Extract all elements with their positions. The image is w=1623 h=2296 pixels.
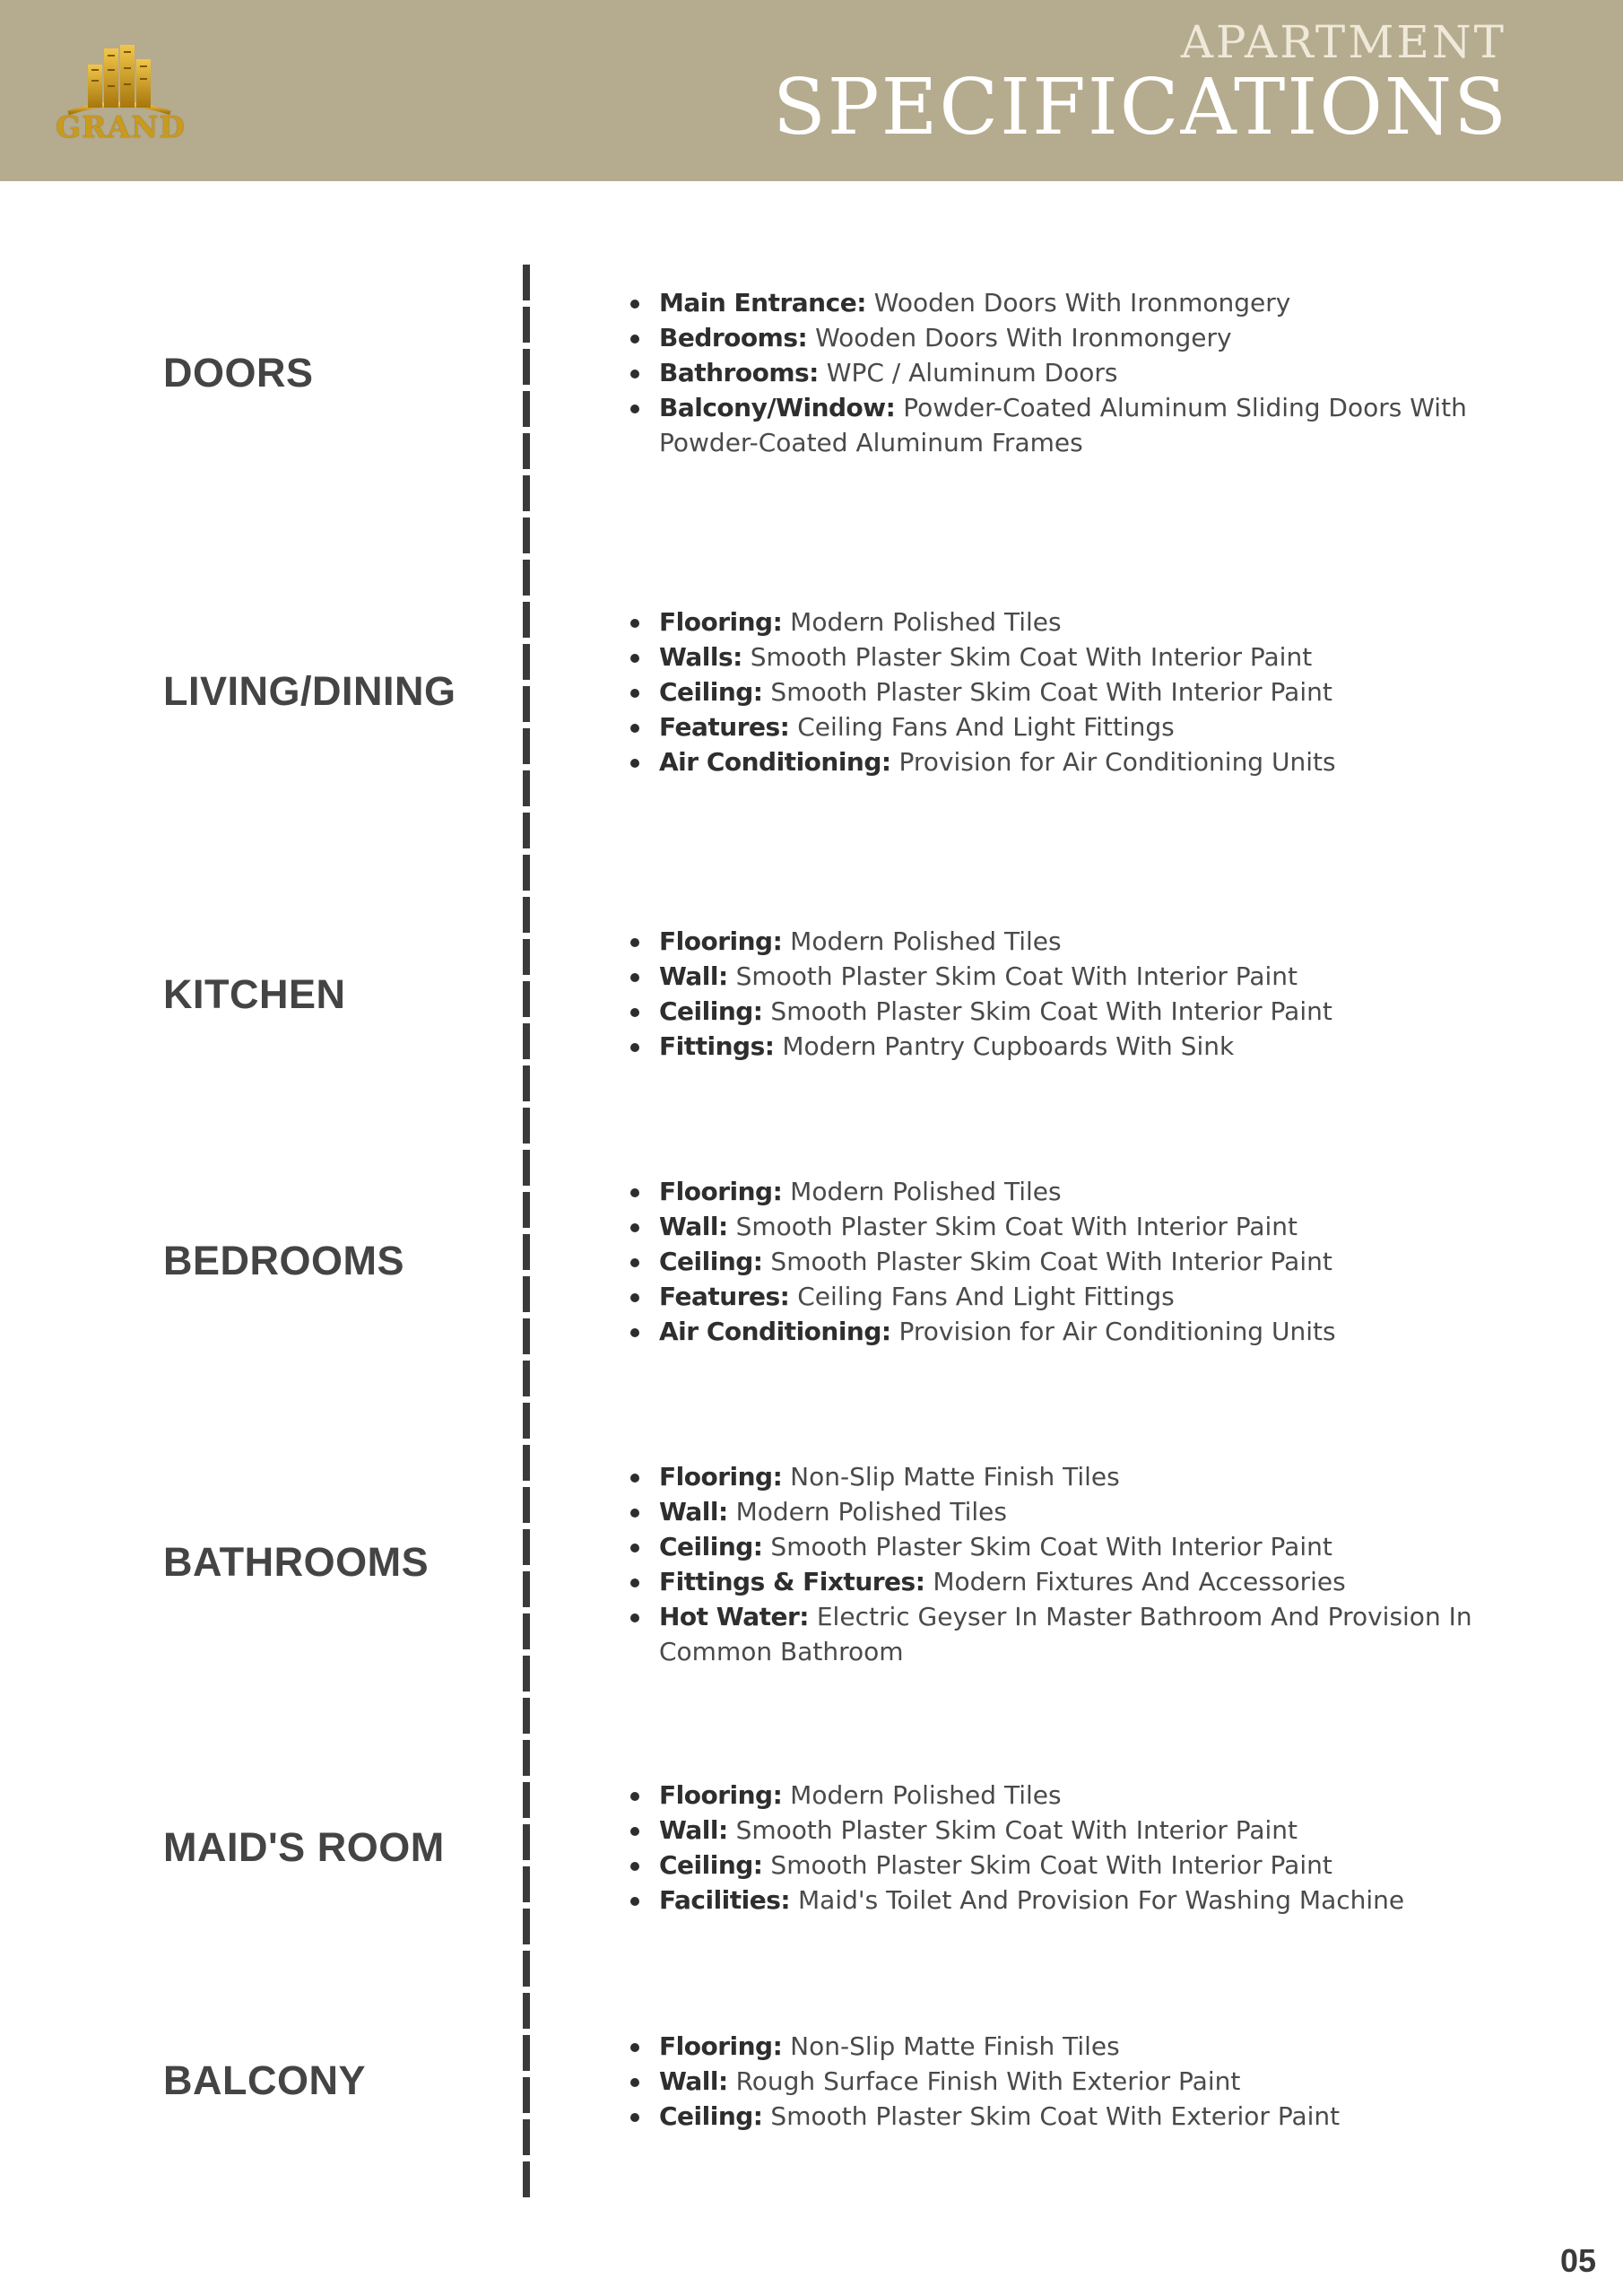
spec-value: Ceiling Fans And Light Fittings [789,1282,1175,1311]
spec-label: Air Conditioning: [659,1317,891,1346]
list-item [630,994,1509,1029]
list-item [630,604,1509,639]
spec-label: Walls: [659,642,742,672]
spec-value: Modern Polished Tiles [727,1497,1007,1526]
list-item [630,1459,1509,1494]
spec-label: Wall: [659,961,728,991]
list-item [630,1494,1509,1529]
spec-label: Bathrooms: [659,358,819,387]
list-item [630,1564,1509,1599]
spec-value: Smooth Plaster Skim Coat With Interior Paint [762,996,1332,1026]
spec-value: Smooth Plaster Skim Coat With Interior Paint [727,1212,1298,1241]
spec-value: Modern Fixtures And Accessories [924,1567,1346,1596]
header-banner [0,0,1623,181]
spec-value: Smooth Plaster Skim Coat With Interior Paint [762,677,1332,707]
spec-value: Non-Slip Matte Finish Tiles [782,2031,1120,2061]
spec-label: Wall: [659,1815,728,1845]
list-item [630,1883,1509,1918]
spec-list-kitchen [630,924,1509,1064]
list-item [630,1209,1509,1244]
list-item [630,1848,1509,1883]
spec-label: Wall: [659,1212,728,1241]
list-item [630,959,1509,994]
list-item [630,639,1509,674]
spec-value: Smooth Plaster Skim Coat With Interior Paint [762,1850,1332,1880]
spec-label: Bedrooms: [659,323,808,352]
spec-value: WPC / Aluminum Doors [818,358,1118,387]
list-item [630,1529,1509,1564]
spec-label: Main Entrance: [659,288,866,317]
spec-value: Ceiling Fans And Light Fittings [789,712,1175,742]
spec-list-doors [630,285,1509,460]
spec-label: Fittings: [659,1031,775,1061]
list-item [630,390,1509,460]
spec-label: Fittings & Fixtures: [659,1567,925,1596]
spec-value: Modern Polished Tiles [782,926,1062,956]
list-item [630,1599,1509,1669]
spec-label: Ceiling: [659,2101,763,2131]
spec-label: Wall: [659,2066,728,2096]
list-item [630,744,1509,779]
spec-label: Facilities: [659,1885,791,1915]
list-item [630,2064,1509,2099]
spec-label: Flooring: [659,2031,783,2061]
spec-value: Smooth Plaster Skim Coat With Interior Paint [742,642,1313,672]
list-item [630,2029,1509,2064]
spec-value: Maid's Toilet And Provision For Washing Machine [790,1885,1405,1915]
list-item [630,1813,1509,1848]
spec-list-balcony [630,2029,1509,2134]
spec-label: Air Conditioning: [659,747,891,777]
spec-value: Smooth Plaster Skim Coat With Interior Paint [762,1247,1332,1276]
vertical-dashed-divider [523,265,530,2202]
spec-value: Modern Pantry Cupboards With Sink [774,1031,1235,1061]
spec-value: Smooth Plaster Skim Coat With Interior Paint [762,1532,1332,1561]
spec-list-bathrooms [630,1459,1509,1669]
spec-value: Modern Polished Tiles [782,1780,1062,1810]
spec-value: Provision for Air Conditioning Units [890,1317,1336,1346]
page-title: SPECIFICATIONS [772,63,1508,152]
section-heading-maids-room: MAID'S ROOM [163,1824,445,1870]
section-heading-doors: DOORS [163,350,314,396]
list-item [630,285,1509,320]
spec-value: Wooden Doors With Ironmongery [807,323,1232,352]
list-item [630,1174,1509,1209]
spec-label: Balcony/Window: [659,393,896,422]
grand-logo [56,43,186,151]
spec-label: Hot Water: [659,1602,809,1631]
list-item [630,1279,1509,1314]
spec-value: Smooth Plaster Skim Coat With Exterior Paint [762,2101,1341,2131]
list-item [630,674,1509,709]
building-icon [56,43,183,115]
page-number: 05 [1559,2242,1596,2279]
spec-label: Ceiling: [659,1247,763,1276]
spec-label: Features: [659,1282,790,1311]
spec-label: Flooring: [659,1177,783,1206]
spec-label: Flooring: [659,1462,783,1492]
spec-list-living-dining [630,604,1509,779]
spec-list-maids-room [630,1778,1509,1918]
spec-label: Ceiling: [659,1532,763,1561]
spec-label: Ceiling: [659,677,763,707]
spec-label: Ceiling: [659,996,763,1026]
list-item [630,1244,1509,1279]
list-item [630,2099,1509,2134]
spec-label: Flooring: [659,1780,783,1810]
section-heading-balcony: BALCONY [163,2057,366,2103]
spec-value: Wooden Doors With Ironmongery [865,288,1291,317]
page-subtitle: APARTMENT [1180,16,1506,68]
section-heading-kitchen: KITCHEN [163,971,346,1017]
logo-text: GRAND [56,109,186,144]
list-item [630,1778,1509,1813]
spec-value: Electric Geyser In Master Bathroom And Provision In Common Bathroom [659,1602,1472,1666]
list-item [630,355,1509,390]
list-item [630,1029,1509,1064]
list-item [630,1314,1509,1349]
section-heading-living-dining: LIVING/DINING [163,668,456,714]
spec-label: Flooring: [659,607,783,637]
spec-value: Modern Polished Tiles [782,1177,1062,1206]
spec-value: Provision for Air Conditioning Units [890,747,1336,777]
list-item [630,320,1509,355]
spec-value: Non-Slip Matte Finish Tiles [782,1462,1120,1492]
spec-label: Flooring: [659,926,783,956]
list-item [630,709,1509,744]
list-item [630,924,1509,959]
section-heading-bedrooms: BEDROOMS [163,1238,405,1283]
spec-label: Features: [659,712,790,742]
spec-value: Smooth Plaster Skim Coat With Interior Paint [727,1815,1298,1845]
spec-value: Smooth Plaster Skim Coat With Interior Paint [727,961,1298,991]
spec-value: Modern Polished Tiles [782,607,1062,637]
section-heading-bathrooms: BATHROOMS [163,1539,430,1585]
spec-list-bedrooms [630,1174,1509,1349]
spec-value: Powder-Coated Aluminum Sliding Doors With Powder-Coated Aluminum Frames [659,393,1467,457]
spec-value: Rough Surface Finish With Exterior Paint [727,2066,1241,2096]
spec-label: Wall: [659,1497,728,1526]
spec-label: Ceiling: [659,1850,763,1880]
